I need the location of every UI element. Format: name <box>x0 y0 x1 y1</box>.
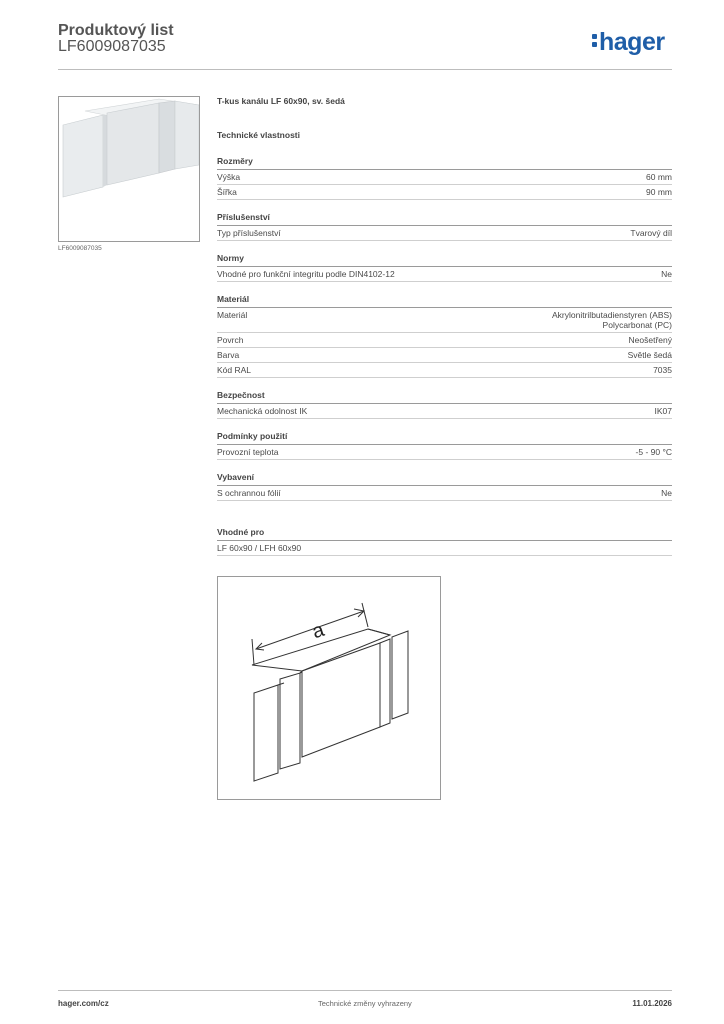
spec-value: IK07 <box>654 406 672 416</box>
spec-row <box>217 486 672 501</box>
technical-sheet <box>217 96 672 588</box>
group-title-standards: Normy <box>217 253 672 267</box>
spec-row <box>217 404 672 419</box>
footer-website-link[interactable]: hager.com/cz <box>58 999 109 1008</box>
header-divider <box>58 69 672 70</box>
group-title-conditions: Podmínky použití <box>217 431 672 445</box>
product-thumbnail[interactable] <box>58 96 200 242</box>
spec-value: 7035 <box>653 365 672 375</box>
spec-value: -5 - 90 °C <box>635 447 672 457</box>
logo-dots-icon <box>592 31 598 49</box>
spec-row <box>217 185 672 200</box>
spec-value-line: Akrylonitrilbutadienstyren (ABS) <box>552 310 672 320</box>
group-title-material: Materiál <box>217 294 672 308</box>
spec-label: Mechanická odolnost IK <box>217 406 308 416</box>
page-title: Produktový list <box>58 22 174 39</box>
product-code: LF6009087035 <box>58 38 166 55</box>
spec-value: 60 mm <box>646 172 672 182</box>
section-heading: Technické vlastnosti <box>217 130 300 140</box>
illustration-drawing[interactable] <box>217 576 441 800</box>
footer-notice: Technické změny vyhrazeny <box>318 999 412 1008</box>
spec-row <box>217 541 672 556</box>
spec-row <box>217 226 672 241</box>
t-piece-photo-icon <box>59 97 199 241</box>
spec-label: Typ příslušenství <box>217 228 281 238</box>
spec-label: Kód RAL <box>217 365 252 375</box>
footer-divider <box>58 990 672 991</box>
spec-value: Tvarový díl <box>630 228 672 238</box>
spec-label: S ochrannou fólií <box>217 488 281 498</box>
spec-label: Materiál <box>217 310 248 320</box>
dimension-label: a <box>309 618 327 644</box>
spec-value: Neošetřený <box>628 335 672 345</box>
spec-label: Šířka <box>217 187 237 197</box>
group-title-suitable-for: Vhodné pro <box>217 527 672 541</box>
spec-value: Ne <box>661 488 672 498</box>
spec-value <box>552 310 672 330</box>
spec-value: Ne <box>661 269 672 279</box>
spec-label: Povrch <box>217 335 244 345</box>
spec-label: Vhodné pro funkční integritu podle DIN4102-12 <box>217 269 395 279</box>
product-title: T-kus kanálu LF 60x90, sv. šedá <box>217 96 345 106</box>
spec-value-line: Polycarbonat (PC) <box>602 320 672 330</box>
spec-row <box>217 267 672 282</box>
spec-label: Provozní teplota <box>217 447 279 457</box>
t-piece-drawing-icon <box>218 577 440 799</box>
thumbnail-caption: LF6009087035 <box>58 245 102 252</box>
footer-date: 11.01.2026 <box>632 999 672 1008</box>
group-title-equipment: Vybavení <box>217 472 672 486</box>
spec-label: Výška <box>217 172 241 182</box>
group-title-dimensions: Rozměry <box>217 156 672 170</box>
group-title-safety: Bezpečnost <box>217 390 672 404</box>
hager-logo[interactable] <box>592 28 665 56</box>
spec-label: LF 60x90 / LFH 60x90 <box>217 543 302 553</box>
spec-row <box>217 308 672 333</box>
spec-row <box>217 363 672 378</box>
spec-row <box>217 170 672 185</box>
spec-row <box>217 333 672 348</box>
group-title-accessories: Příslušenství <box>217 212 672 226</box>
spec-row <box>217 348 672 363</box>
spec-row <box>217 445 672 460</box>
spec-value: 90 mm <box>646 187 672 197</box>
spec-label: Barva <box>217 350 240 360</box>
spec-value: Světle šedá <box>627 350 672 360</box>
logo-text: hager <box>599 28 665 56</box>
